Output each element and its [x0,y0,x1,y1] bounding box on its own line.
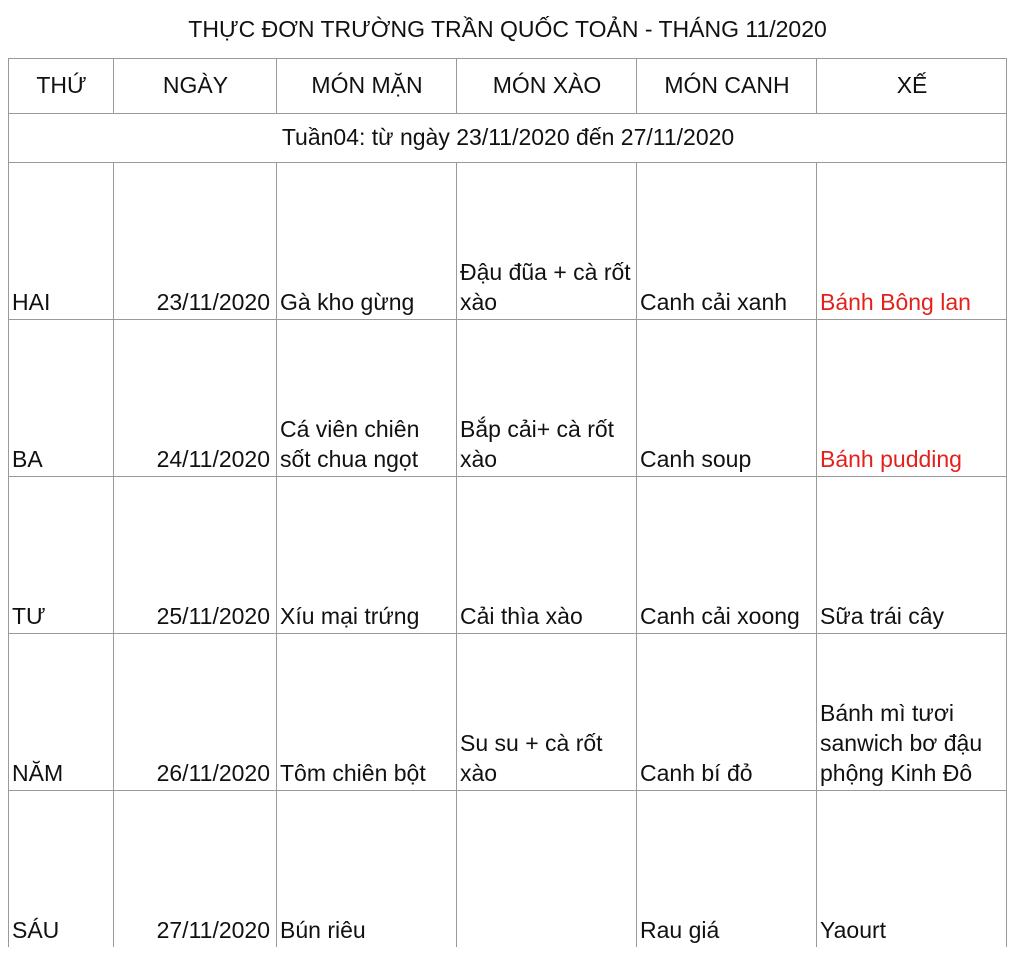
main-dish-cell: Cá viên chiên sốt chua ngọt [277,320,457,477]
header-day: THỨ [9,59,114,114]
stir-fry-cell: Cải thìa xào [457,477,637,634]
header-snack: XẾ [817,59,1007,114]
soup-cell: Canh cải xanh [637,163,817,320]
snack-cell: Bánh pudding [817,320,1007,477]
soup-cell: Rau giá [637,791,817,948]
snack-cell: Bánh Bông lan [817,163,1007,320]
day-cell: TƯ [9,477,114,634]
soup-cell: Canh soup [637,320,817,477]
date-cell: 23/11/2020 [114,163,277,320]
header-soup: MÓN CANH [637,59,817,114]
stir-fry-cell: Đậu đũa + cà rốt xào [457,163,637,320]
date-cell: 27/11/2020 [114,791,277,948]
header-stir-fry: MÓN XÀO [457,59,637,114]
stir-fry-cell: Bắp cải+ cà rốt xào [457,320,637,477]
main-dish-cell: Bún riêu [277,791,457,948]
date-cell: 26/11/2020 [114,634,277,791]
stir-fry-cell [457,791,637,948]
day-cell: NĂM [9,634,114,791]
header-row [9,59,1007,114]
day-cell: BA [9,320,114,477]
snack-cell: Sữa trái cây [817,477,1007,634]
main-dish-cell: Tôm chiên bột [277,634,457,791]
main-dish-cell: Xíu mại trứng [277,477,457,634]
date-cell: 25/11/2020 [114,477,277,634]
date-cell: 24/11/2020 [114,320,277,477]
table-row [9,163,1007,320]
header-main-dish: MÓN MẶN [277,59,457,114]
soup-cell: Canh cải xoong [637,477,817,634]
table-row [9,634,1007,791]
stir-fry-cell: Su su + cà rốt xào [457,634,637,791]
menu-title: THỰC ĐƠN TRƯỜNG TRẦN QUỐC TOẢN - THÁNG 11/2020 [9,0,1007,59]
table-row [9,477,1007,634]
soup-cell: Canh bí đỏ [637,634,817,791]
week-label: Tuần04: từ ngày 23/11/2020 đến 27/11/2020 [9,114,1007,163]
day-cell: HAI [9,163,114,320]
day-cell: SÁU [9,791,114,948]
snack-cell: Yaourt [817,791,1007,948]
snack-cell: Bánh mì tươi sanwich bơ đậu phộng Kinh Đô [817,634,1007,791]
menu-table [8,0,1007,947]
main-dish-cell: Gà kho gừng [277,163,457,320]
header-date: NGÀY [114,59,277,114]
table-row [9,791,1007,948]
table-row [9,320,1007,477]
